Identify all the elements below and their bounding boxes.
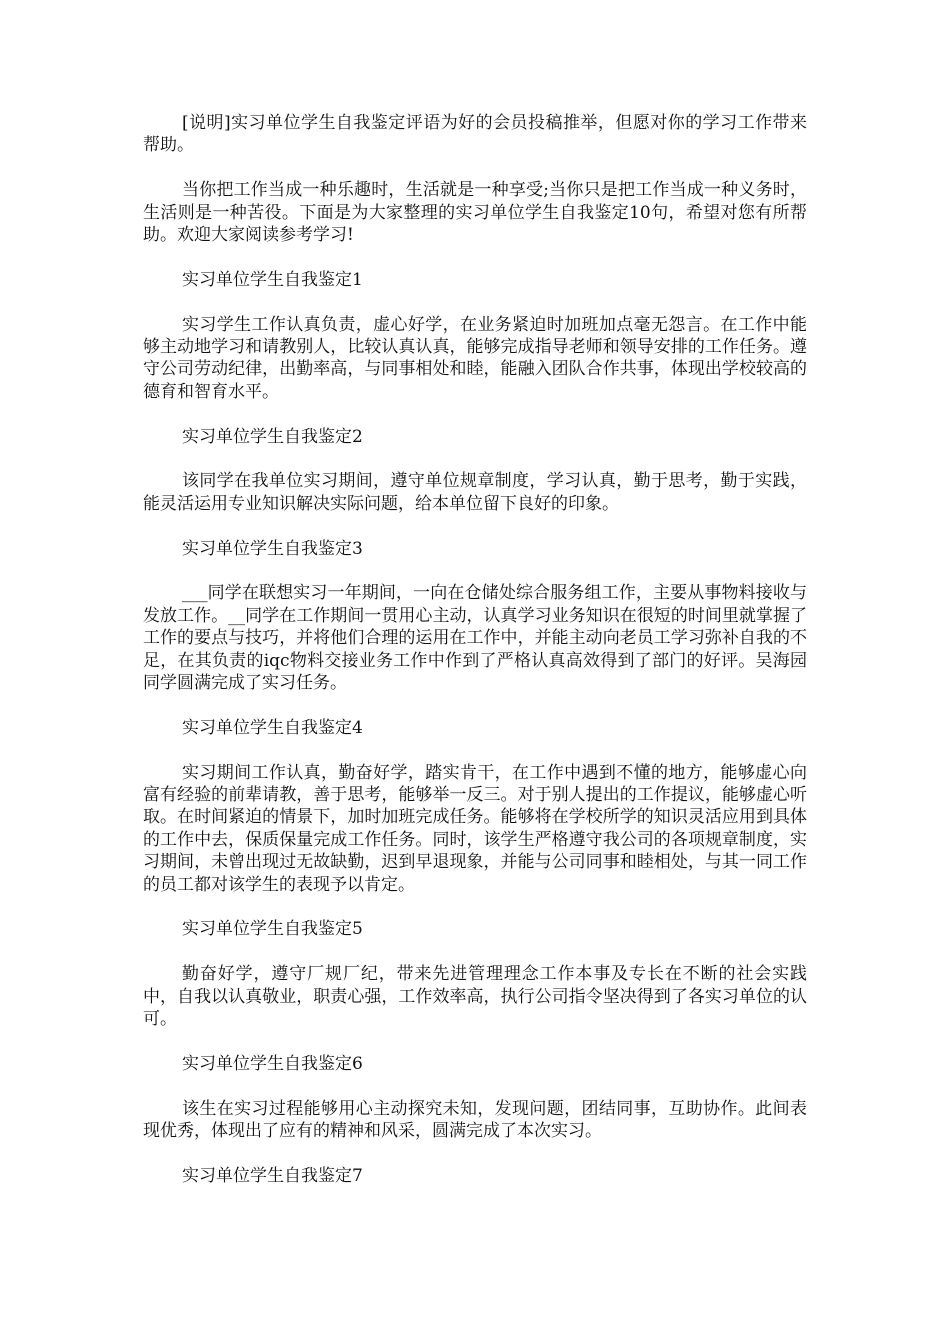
section-paragraph-2: 该同学在我单位实习期间，遵守单位规章制度，学习认真，勤于思考，勤于实践，能灵活运用专业知识解决实际问题，给本单位留下良好的印象。 [143, 471, 807, 514]
section-paragraph-4: 实习期间工作认真，勤奋好学，踏实肯干，在工作中遇到不懂的地方，能够虚心向富有经验的前辈请教，善于思考，能够举一反三。对于别人提出的工作提议，能够虚心听取。在时间紧迫的情景下，加时加班完成任务。能够将在学校所学的知识灵活应用到具体的工作中去，保质保量完成工作任务。同时，该学生严格遵守我公司的各项规章制度，实习期间，未曾出现过无故缺勤，迟到早退现象，并能与公司同事和睦相处，与其一同工作的员工都对该学生的表现予以肯定。 [143, 762, 807, 895]
intro-note-paragraph: [说明]实习单位学生自我鉴定评语为好的会员投稿推举，但愿对你的学习工作带来帮助。 [143, 113, 807, 156]
section-heading-2: 实习单位学生自我鉴定2 [182, 426, 363, 447]
section-paragraph-3: ___同学在联想实习一年期间，一向在仓储处综合服务组工作，主要从事物料接收与发放工作。__同学在工作期间一贯用心主动，认真学习业务知识在很短的时间里就掌握了工作的要点与技巧，并将他们合理的运用在工作中，并能主动向老员工学习弥补自我的不足，在其负责的iqc物料交接业务工作中作到了严格认真高效得到了部门的好评。吴海园同学圆满完成了实习任务。 [143, 583, 807, 694]
section-paragraph-6: 该生在实习过程能够用心主动探究未知，发现问题，团结同事，互助协作。此间表现优秀，体现出了应有的精神和风采，圆满完成了本次实习。 [143, 1098, 807, 1142]
section-heading-7: 实习单位学生自我鉴定7 [182, 1165, 363, 1186]
section-heading-5: 实习单位学生自我鉴定5 [182, 919, 363, 940]
intro-paragraph: 当你把工作当成一种乐趣时，生活就是一种享受;当你只是把工作当成一种义务时，生活则是一种苦役。下面是为大家整理的实习单位学生自我鉴定10句，希望对您有所帮助。欢迎大家阅读参考学习! [143, 180, 807, 246]
section-heading-4: 实习单位学生自我鉴定4 [182, 717, 363, 738]
section-paragraph-5: 勤奋好学，遵守厂规厂纪，带来先进管理理念工作本事及专长在不断的社会实践中，自我以认真敬业，职责心强，工作效率高，执行公司指令坚决得到了各实习单位的认可。 [143, 964, 807, 1030]
section-heading-3: 实习单位学生自我鉴定3 [182, 538, 363, 559]
section-heading-6: 实习单位学生自我鉴定6 [182, 1053, 363, 1074]
document-page [143, 112, 807, 1210]
section-paragraph-1: 实习学生工作认真负责，虚心好学，在业务紧迫时加班加点毫无怨言。在工作中能够主动地学习和请教别人，比较认真认真，能够完成指导老师和领导安排的工作任务。遵守公司劳动纪律，出勤率高，与同事相处和睦，能融入团队合作共事，体现出学校较高的德育和智育水平。 [143, 314, 807, 402]
section-heading-1: 实习单位学生自我鉴定1 [182, 269, 363, 290]
